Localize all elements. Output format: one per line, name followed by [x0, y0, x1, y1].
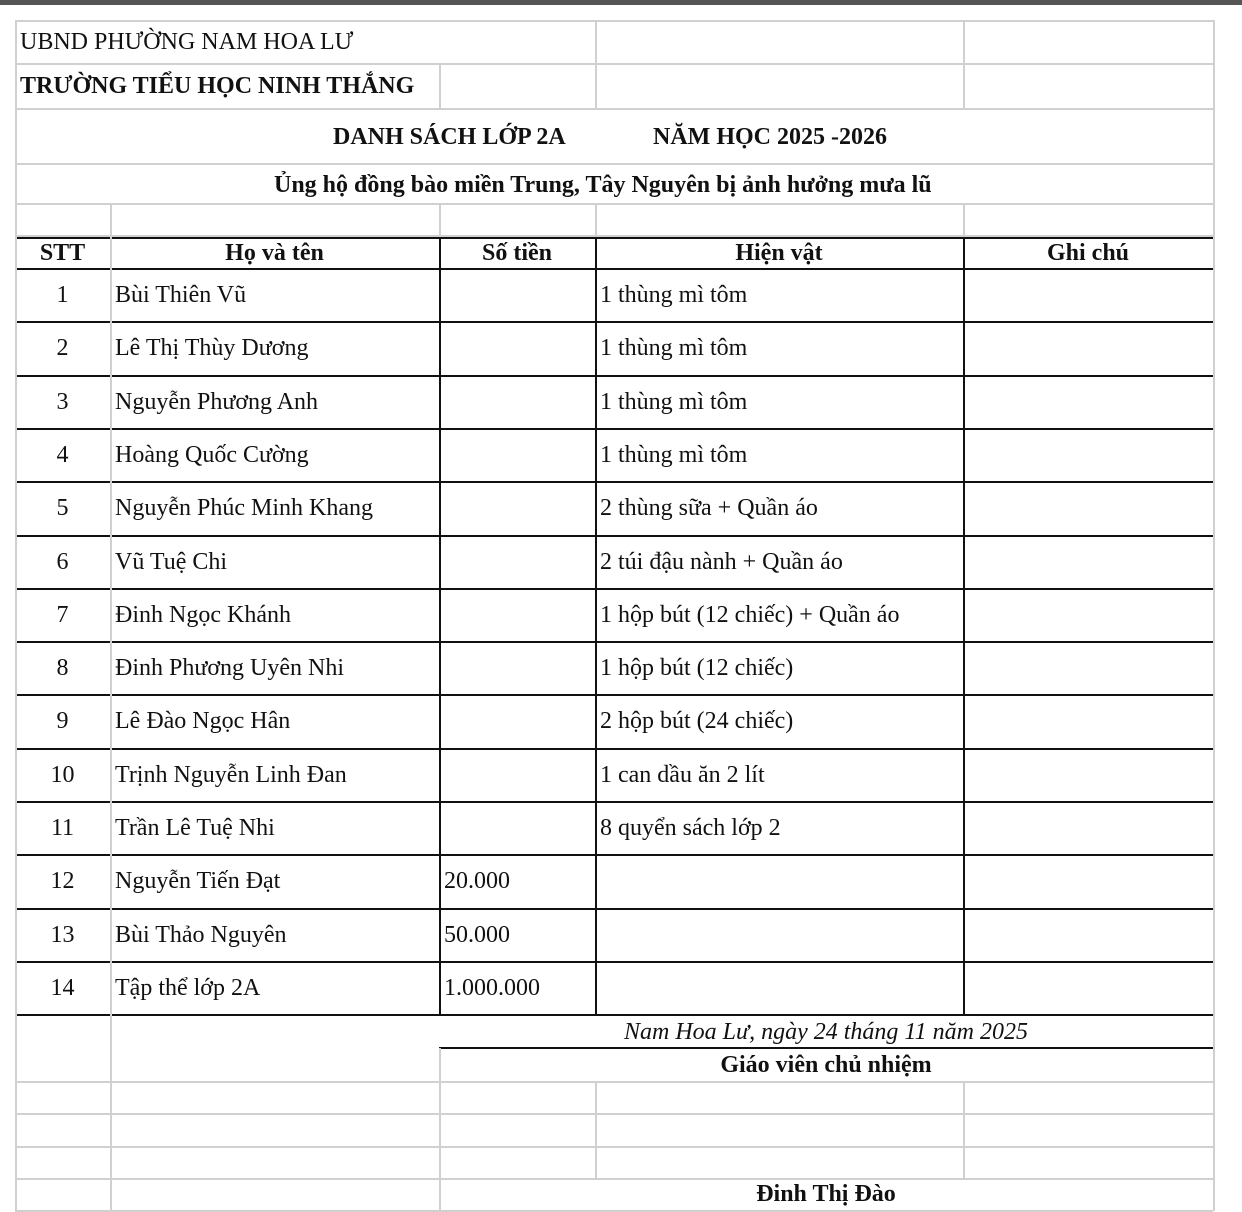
row-stt: 9: [56, 708, 69, 734]
table-border: [15, 588, 1213, 590]
row-name: Đinh Phương Uyên Nhi: [115, 655, 345, 681]
row-goods: 1 hộp bút (12 chiếc): [600, 655, 794, 681]
table-border: [15, 854, 1213, 856]
row-stt: 1: [56, 282, 69, 308]
row-goods: 1 thùng mì tôm: [600, 335, 748, 361]
row-stt: 8: [56, 655, 69, 681]
row-goods: 1 thùng mì tôm: [600, 389, 748, 415]
row-name: Nguyễn Phương Anh: [115, 389, 319, 415]
table-border: [15, 641, 1213, 643]
row-stt: 2: [56, 335, 69, 361]
gridline: [15, 1113, 1213, 1115]
row-money: 1.000.000: [444, 975, 540, 1001]
row-goods: 2 thùng sữa + Quần áo: [600, 495, 818, 521]
row-goods: 2 túi đậu nành + Quần áo: [600, 549, 843, 575]
table-border: [15, 1014, 1213, 1016]
row-goods: 1 hộp bút (12 chiếc) + Quần áo: [600, 602, 900, 628]
gridline: [439, 63, 441, 108]
table-border: [15, 321, 1213, 323]
row-goods: 8 quyển sách lớp 2: [600, 815, 781, 841]
table-border: [439, 237, 441, 1016]
gridline: [963, 1081, 965, 1178]
row-name: Lê Thị Thùy Dương: [115, 335, 309, 361]
row-name: Bùi Thiên Vũ: [115, 282, 247, 308]
row-stt: 4: [56, 442, 69, 468]
gridline: [595, 1081, 597, 1178]
gridline: [15, 63, 1213, 65]
row-stt: 7: [56, 602, 69, 628]
row-goods: 1 thùng mì tôm: [600, 282, 748, 308]
school-year: NĂM HỌC 2025 -2026: [653, 124, 887, 150]
gridline: [15, 1178, 1213, 1180]
gridline: [15, 163, 1213, 165]
teacher-role: Giáo viên chủ nhiệm: [720, 1052, 932, 1078]
row-money: 50.000: [444, 922, 510, 948]
row-name: Tập thể lớp 2A: [115, 975, 261, 1001]
authority-name: UBND PHƯỜNG NAM HOA LƯ: [20, 29, 354, 55]
row-stt: 3: [56, 389, 69, 415]
row-name: Trần Lê Tuệ Nhi: [115, 815, 275, 841]
table-border: [15, 694, 1213, 696]
column-header-name: Họ và tên: [225, 240, 324, 266]
row-name: Lê Đào Ngọc Hân: [115, 708, 291, 734]
row-stt: 12: [50, 868, 75, 894]
column-header-stt: STT: [39, 240, 86, 266]
table-border: [439, 1047, 1213, 1049]
table-border: [15, 801, 1213, 803]
table-border: [15, 481, 1213, 483]
gridline: [963, 203, 965, 236]
table-border: [15, 961, 1213, 963]
row-name: Nguyễn Phúc Minh Khang: [115, 495, 373, 521]
table-border: [963, 237, 965, 1016]
gridline: [15, 108, 1213, 110]
table-border: [15, 748, 1213, 750]
row-goods: 1 thùng mì tôm: [600, 442, 748, 468]
gridline: [110, 203, 112, 1211]
row-stt: 11: [50, 815, 75, 841]
row-name: Vũ Tuệ Chi: [115, 549, 228, 575]
row-name: Trịnh Nguyễn Linh Đan: [115, 762, 347, 788]
row-stt: 10: [50, 762, 75, 788]
purpose-line: Ủng hộ đồng bào miền Trung, Tây Nguyên bị ảnh hưởng mưa lũ: [274, 172, 932, 198]
table-border: [15, 428, 1213, 430]
row-goods: 2 hộp bút (24 chiếc): [600, 708, 794, 734]
gridline: [15, 235, 1213, 237]
column-header-goods: Hiện vật: [735, 240, 823, 266]
gridline: [15, 1081, 1213, 1083]
row-stt: 6: [56, 549, 69, 575]
gridline: [439, 203, 441, 236]
gridline: [15, 203, 1213, 205]
table-border: [15, 237, 1213, 239]
list-title: DANH SÁCH LỚP 2A: [333, 124, 566, 150]
date-line: Nam Hoa Lư, ngày 24 tháng 11 năm 2025: [624, 1019, 1028, 1045]
table-border: [15, 535, 1213, 537]
table-border: [15, 908, 1213, 910]
school-name: TRƯỜNG TIỂU HỌC NINH THẮNG: [20, 73, 415, 99]
row-name: Hoàng Quốc Cường: [115, 442, 309, 468]
row-goods: 1 can dầu ăn 2 lít: [600, 762, 765, 788]
gridline: [15, 20, 1213, 22]
row-stt: 14: [50, 975, 75, 1001]
row-name: Nguyễn Tiến Đạt: [115, 868, 281, 894]
table-border: [595, 237, 597, 1016]
row-name: Bùi Thảo Nguyên: [115, 922, 287, 948]
teacher-signature-name: Đinh Thị Đào: [756, 1181, 896, 1207]
gridline: [15, 1146, 1213, 1148]
row-stt: 5: [56, 495, 69, 521]
table-border: [15, 268, 1213, 270]
gridline: [595, 203, 597, 236]
column-header-money: Số tiền: [481, 240, 552, 266]
row-money: 20.000: [444, 868, 510, 894]
row-name: Đinh Ngọc Khánh: [115, 602, 291, 628]
gridline: [1213, 20, 1215, 1211]
row-stt: 13: [50, 922, 75, 948]
table-border: [15, 375, 1213, 377]
column-header-note: Ghi chú: [1046, 240, 1130, 266]
